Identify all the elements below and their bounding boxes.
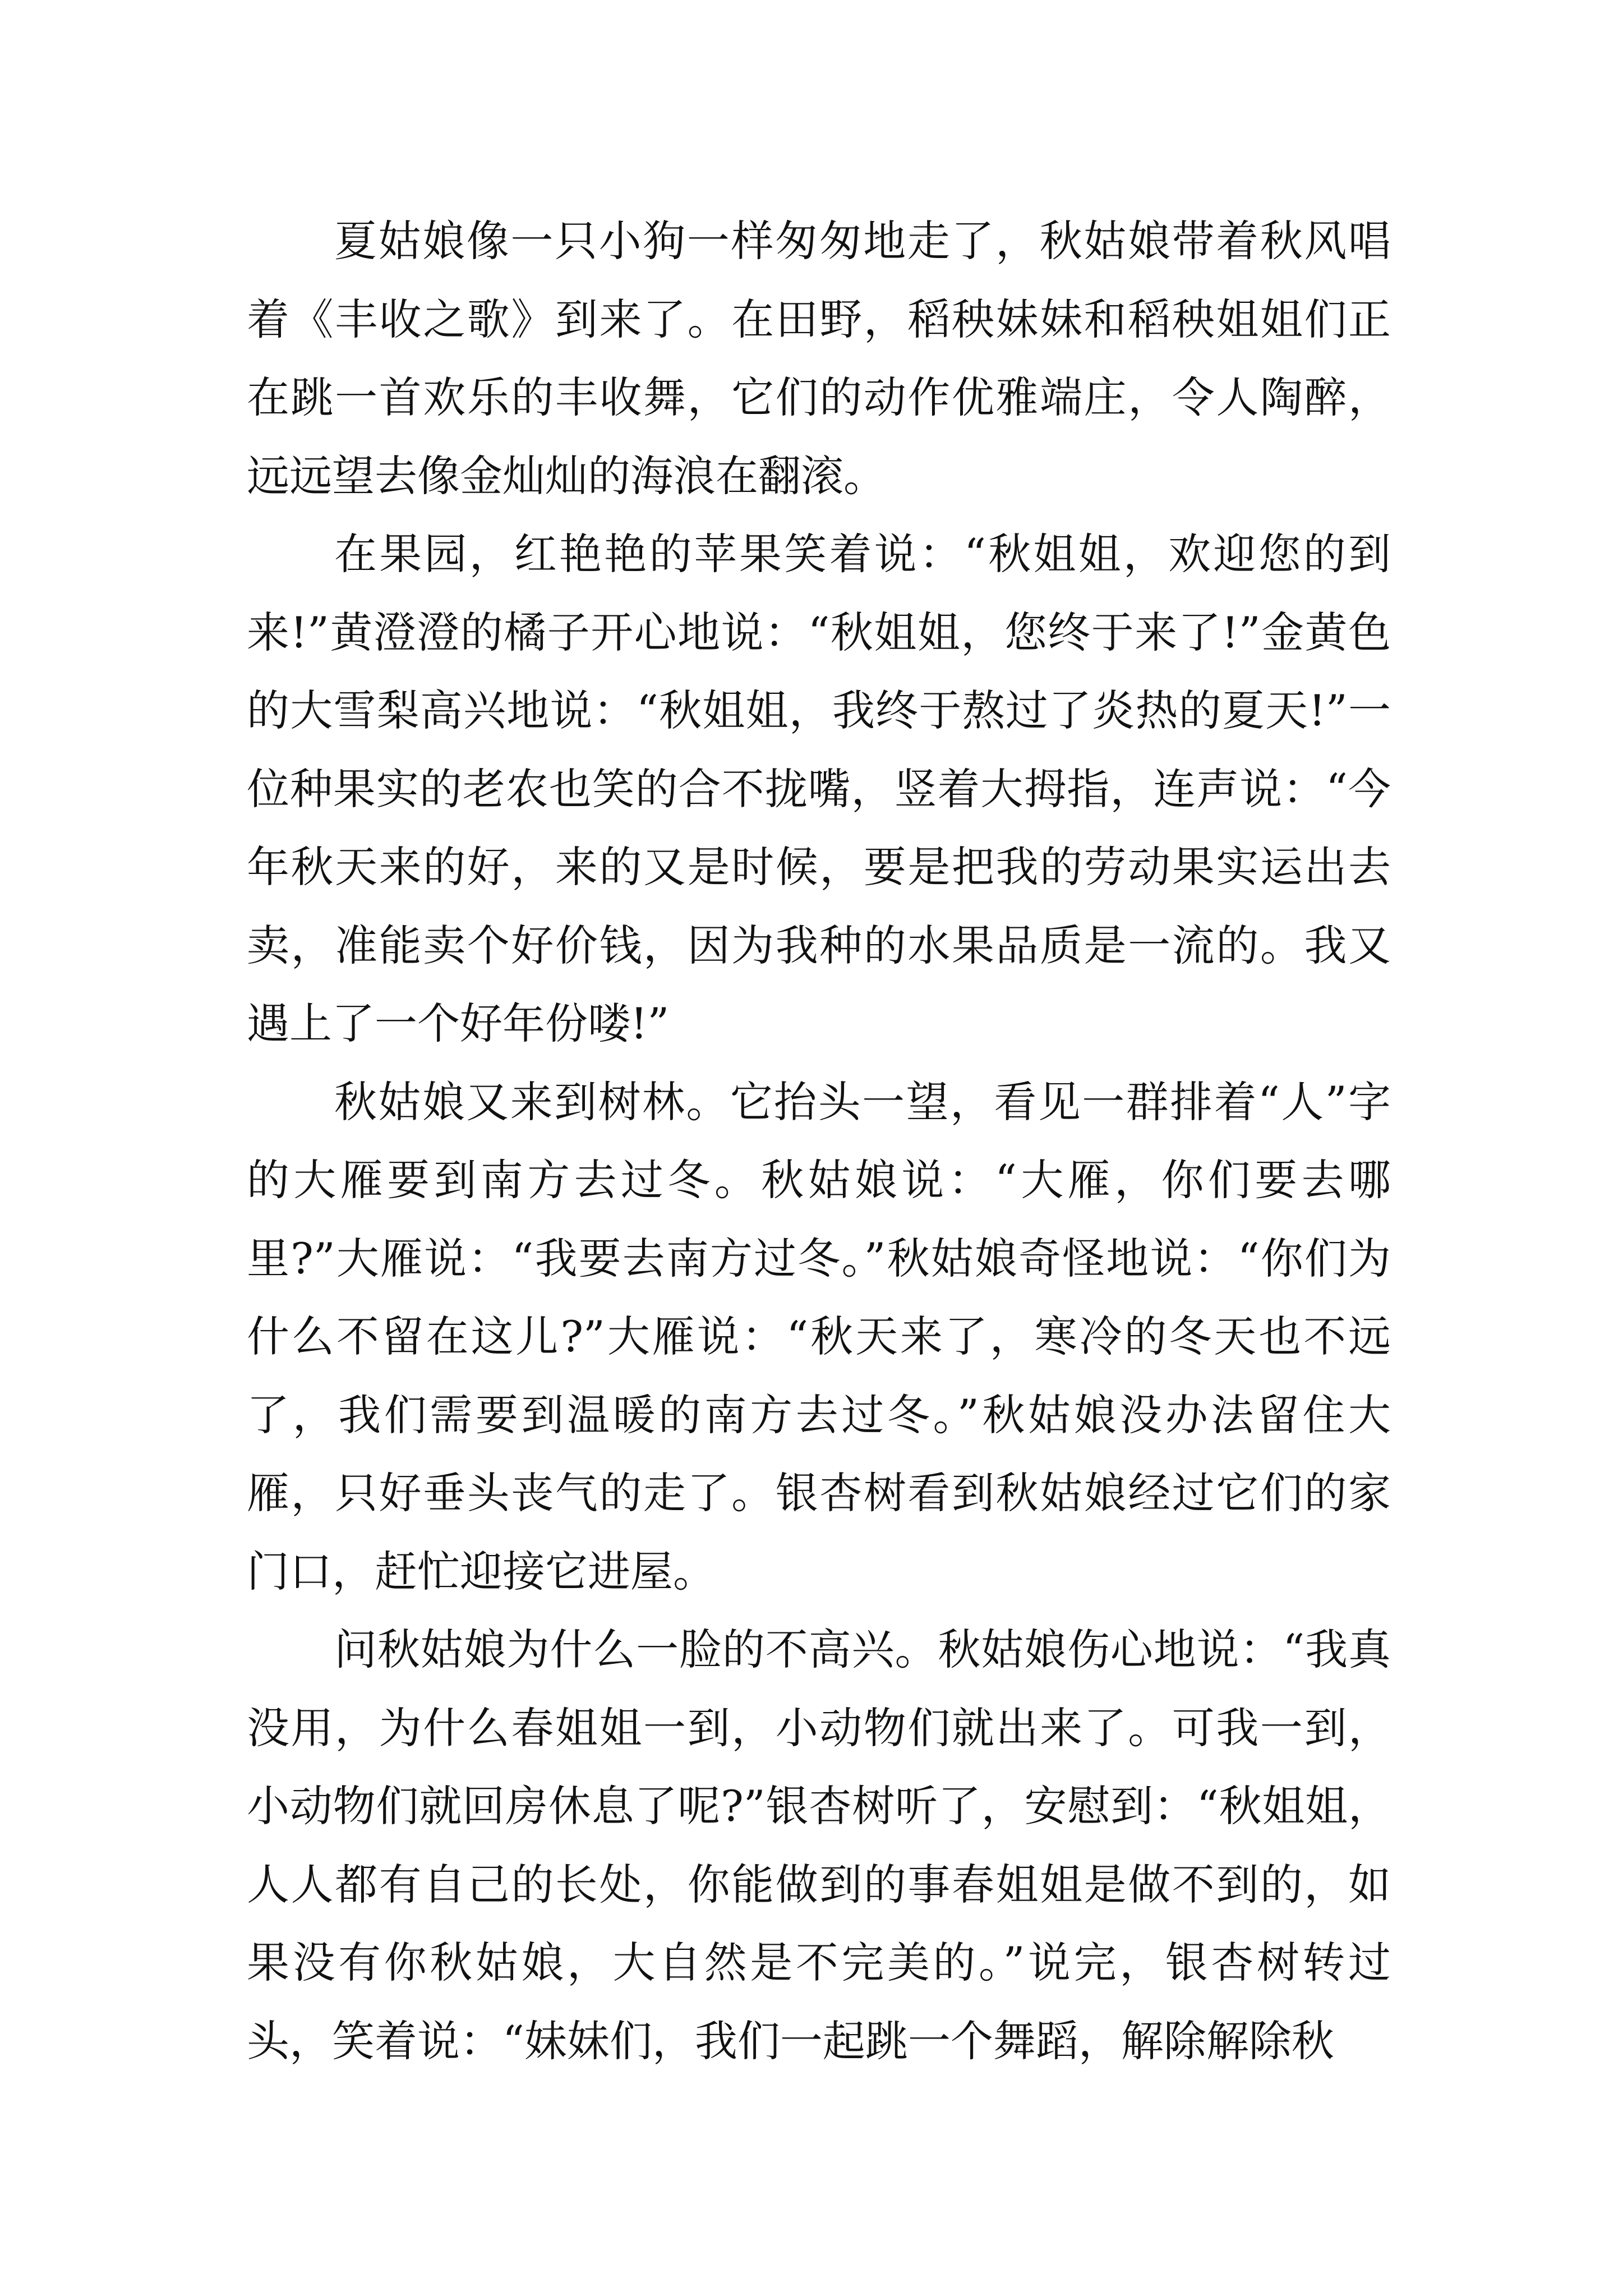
paragraph-2: 在果园，红艳艳的苹果笑着说：“秋姐姐，欢迎您的到来!”黄澄澄的橘子开心地说：“秋姐姐，您终于来了!”金黄色的大雪梨高兴地说：“秋姐姐，我终于熬过了炎热的夏天!”一位种果实的老农也笑的合不拢嘴，竖着大拇指，连声说：“今年秋天来的好，来的又是时候，要是把我的劳动果实运出去卖，准能卖个好价钱，因为我种的水果品质是一流的。我又遇上了一个好年份喽!” <box>247 529 1391 1048</box>
paragraph-4: 问秋姑娘为什么一脸的不高兴。秋姑娘伤心地说：“我真没用，为什么春姐姐一到，小动物们就出来了。可我一到，小动物们就回房休息了呢?”银杏树听了，安慰到：“秋姐姐，人人都有自己的长处，你能做到的事春姐姐是做不到的，如果没有你秋姑娘，大自然是不完美的。”说完，银杏树转过头，笑着说：“妹妹们，我们一起跳一个舞蹈，解除解除秋 <box>247 1625 1391 2066</box>
paragraph-1: 夏姑娘像一只小狗一样匆匆地走了，秋姑娘带着秋风唱着《丰收之歌》到来了。在田野，稻秧妹妹和稻秧姐姐们正在跳一首欢乐的丰收舞，它们的动作优雅端庄，令人陶醉，远远望去像金灿灿的海浪在翻滚。 <box>247 216 1391 501</box>
paragraph-3: 秋姑娘又来到树林。它抬头一望，看见一群排着“人”字的大雁要到南方去过冬。秋姑娘说：“大雁，你们要去哪里?”大雁说：“我要去南方过冬。”秋姑娘奇怪地说：“你们为什么不留在这儿?”大雁说：“秋天来了，寒冷的冬天也不远了，我们需要到温暖的南方去过冬。”秋姑娘没办法留住大雁，只好垂头丧气的走了。银杏树看到秋姑娘经过它们的家门口，赶忙迎接它进屋。 <box>247 1076 1391 1596</box>
document-body <box>247 202 1391 2080</box>
